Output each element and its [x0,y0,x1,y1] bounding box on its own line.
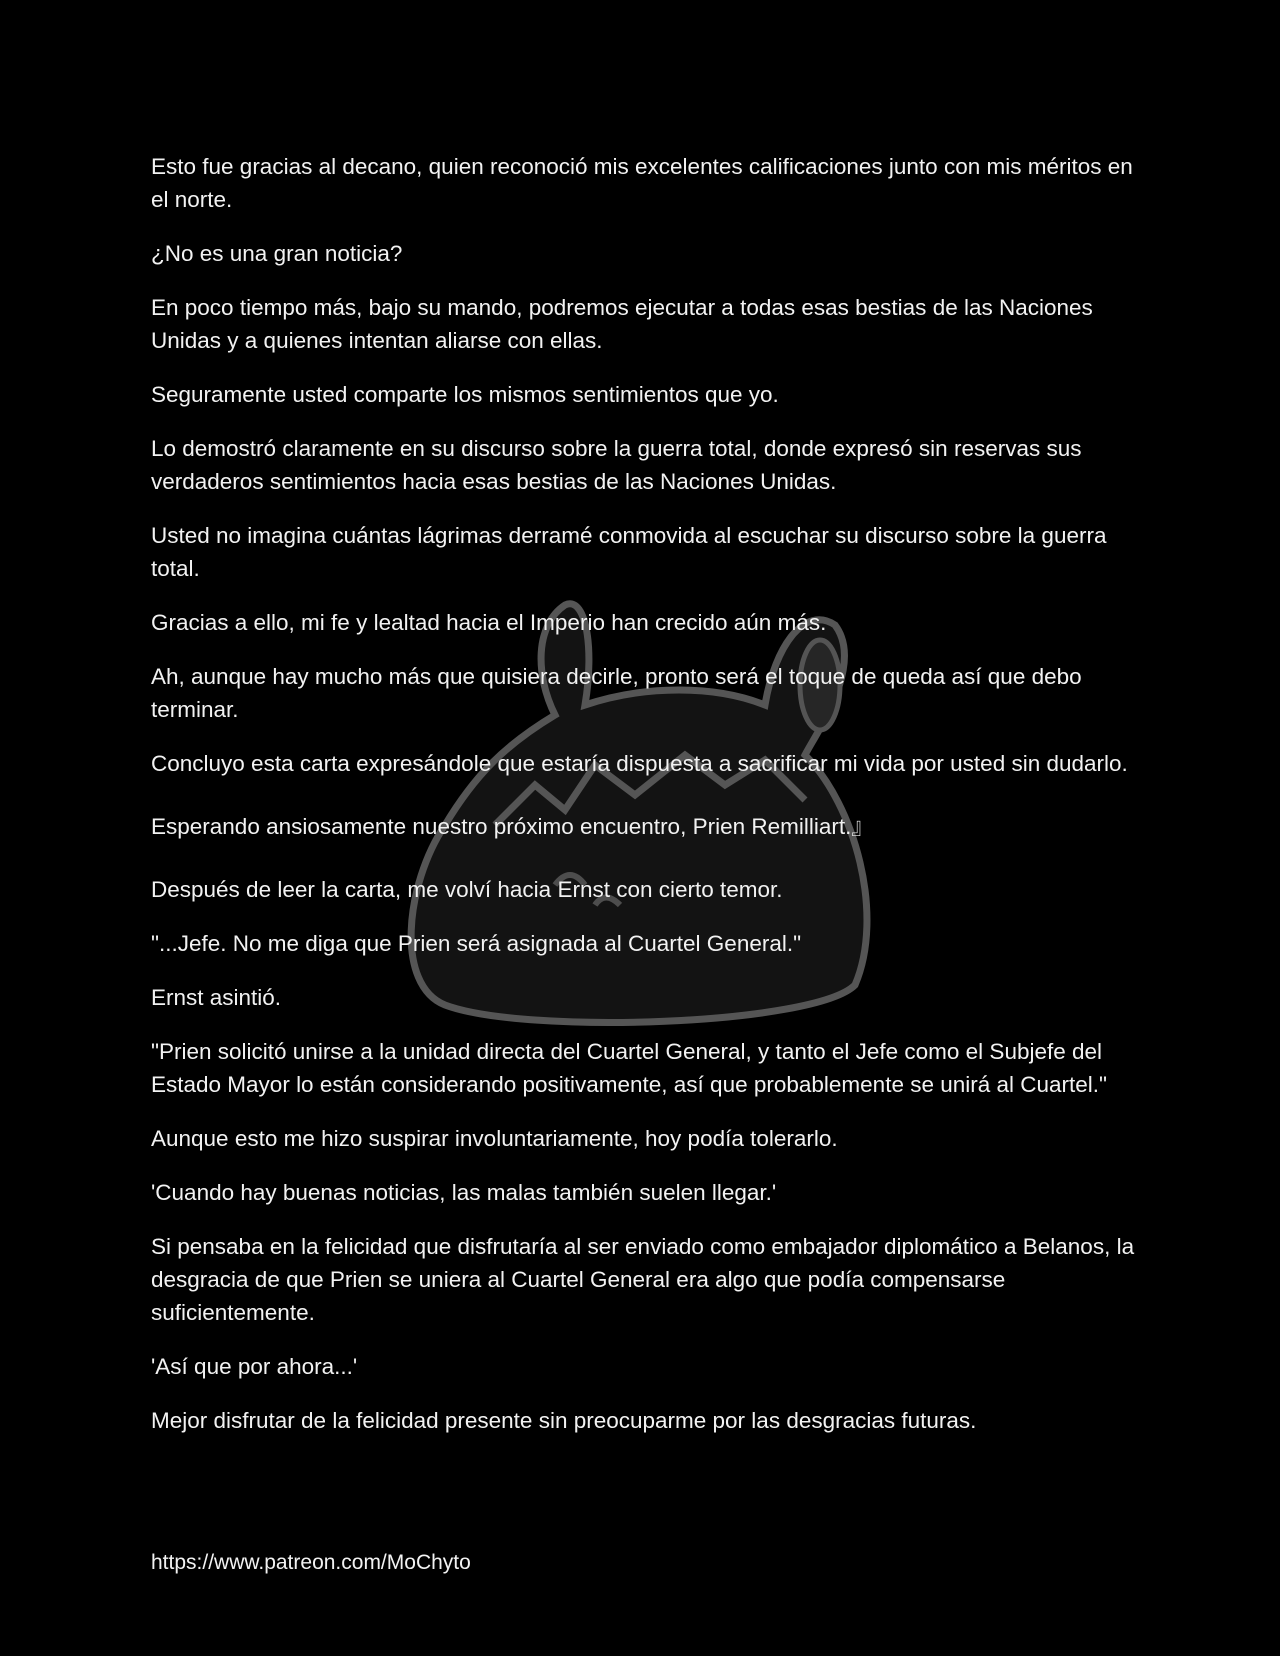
story-text [151,150,1141,1458]
paragraph: Esperando ansiosamente nuestro próximo encuentro, Prien Remilliart.』 [151,814,874,839]
paragraph: Ah, aunque hay mucho más que quisiera decirle, pronto será el toque de queda así que debo terminar. [151,664,1082,722]
paragraph: Gracias a ello, mi fe y lealtad hacia el Imperio han crecido aún más. [151,610,827,635]
paragraph: Usted no imagina cuántas lágrimas derramé conmovida al escuchar su discurso sobre la guerra total. [151,523,1107,581]
paragraph: Lo demostró claramente en su discurso sobre la guerra total, donde expresó sin reservas sus verdaderos sentimientos hacia esas bestias de las Naciones Unidas. [151,436,1082,494]
patreon-link[interactable]: https://www.patreon.com/MoChyto [151,1551,471,1574]
paragraph: Concluyo esta carta expresándole que estaría dispuesta a sacrificar mi vida por usted sin dudarlo. [151,751,1128,776]
paragraph: Ernst asintió. [151,985,282,1010]
paragraph: ¿No es una gran noticia? [151,241,403,266]
paragraph: Aunque esto me hizo suspirar involuntariamente, hoy podía tolerarlo. [151,1126,838,1151]
paragraph: Mejor disfrutar de la felicidad presente sin preocuparme por las desgracias futuras. [151,1408,977,1433]
paragraph: "Prien solicitó unirse a la unidad directa del Cuartel General, y tanto el Jefe como el Subjefe del Estado Mayor lo están considerando positivamente, así que probablemente se unirá al Cuartel." [151,1039,1108,1097]
paragraph: Seguramente usted comparte los mismos sentimientos que yo. [151,382,779,407]
paragraph: En poco tiempo más, bajo su mando, podremos ejecutar a todas esas bestias de las Naciones Unidas y a quienes intentan aliarse con ellas. [151,295,1093,353]
paragraph: Esto fue gracias al decano, quien reconoció mis excelentes calificaciones junto con mis méritos en el norte. [151,154,1133,212]
paragraph: 'Así que por ahora...' [151,1354,358,1379]
paragraph: Después de leer la carta, me volví hacia Ernst con cierto temor. [151,877,783,902]
paragraph: 'Cuando hay buenas noticias, las malas también suelen llegar.' [151,1180,777,1205]
paragraph: Si pensaba en la felicidad que disfrutaría al ser enviado como embajador diplomático a Belanos, la desgracia de que Prien se uniera al Cuartel General era algo que podía compensarse suficientemente. [151,1234,1135,1325]
paragraph: "...Jefe. No me diga que Prien será asignada al Cuartel General." [151,931,802,956]
